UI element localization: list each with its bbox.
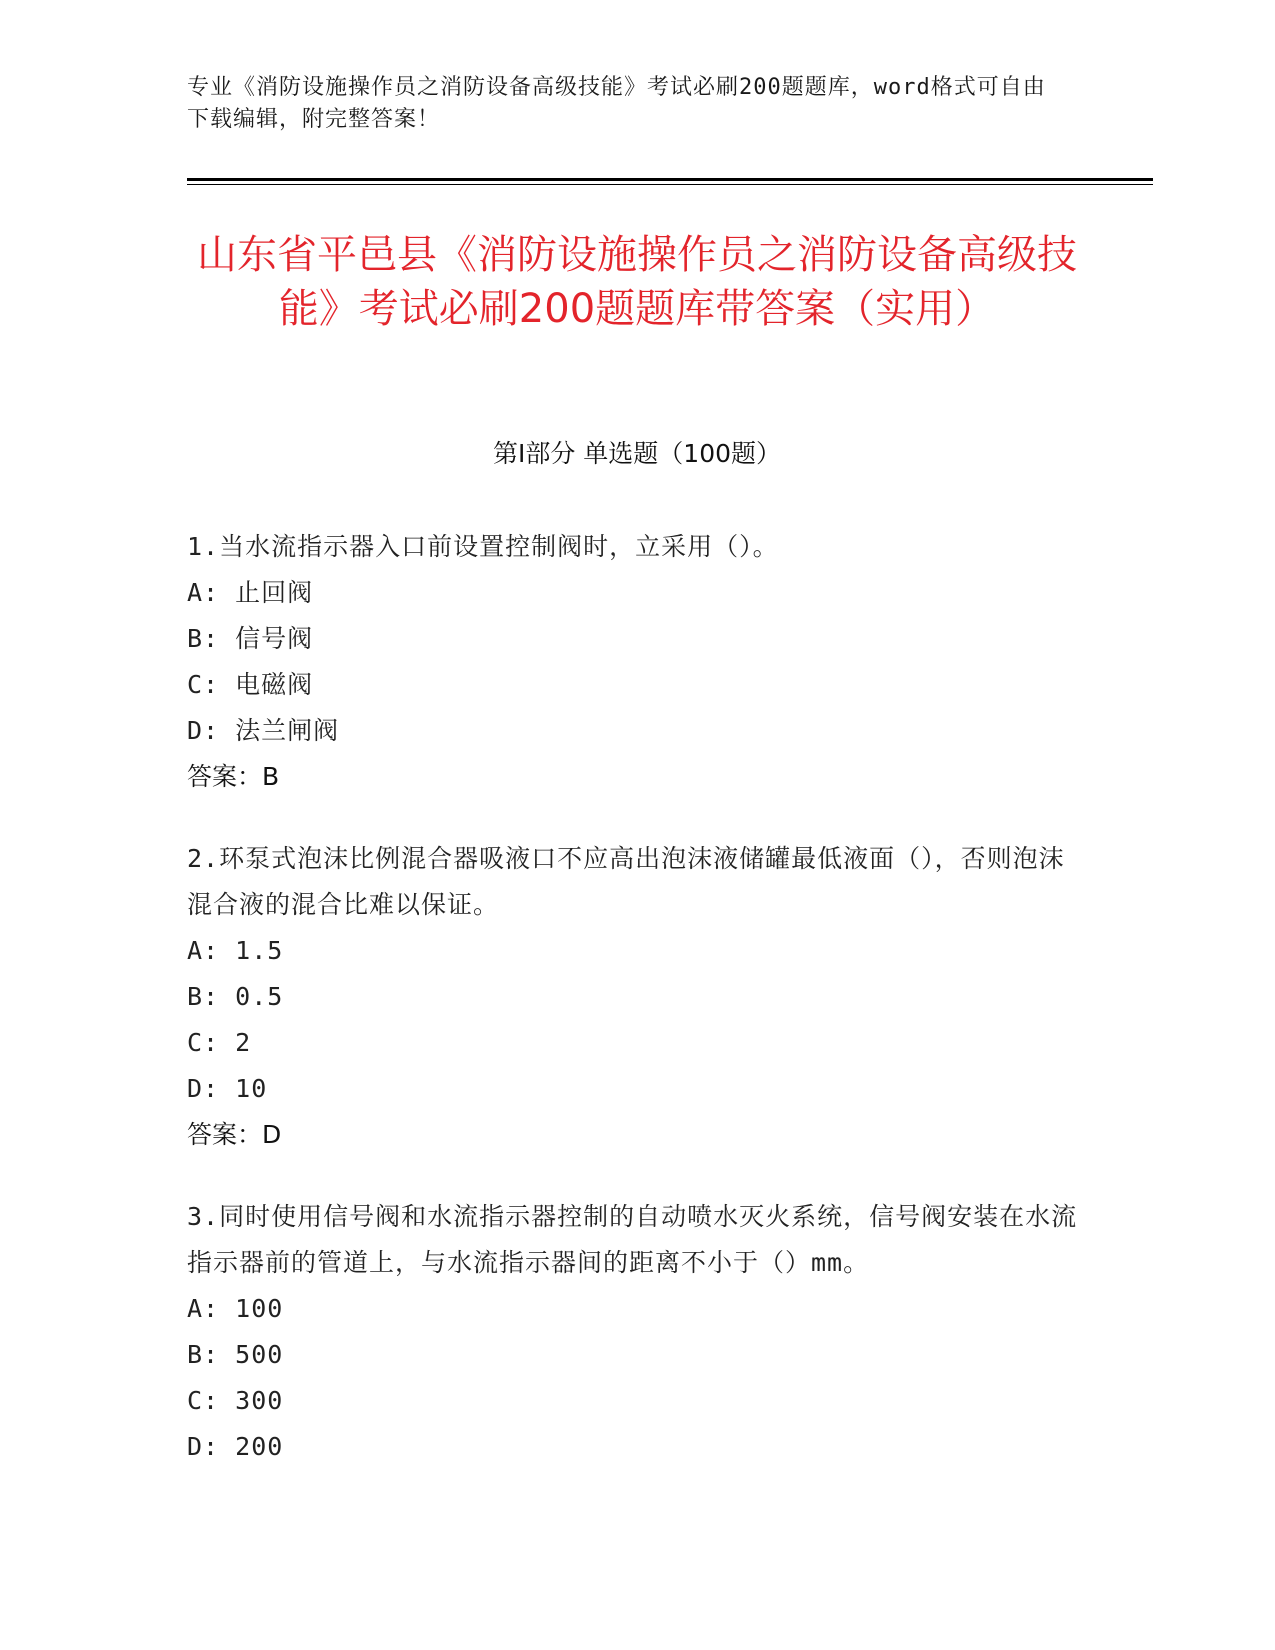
- document-title: 山东省平邑县《消防设施操作员之消防设备高级技能》考试必刷200题题库带答案（实用）: [197, 232, 1077, 332]
- option-a: A: 100: [187, 1294, 284, 1323]
- option-c: C: 2: [187, 1028, 252, 1057]
- option-b: B: 500: [187, 1340, 284, 1369]
- option-a: A: 1.5: [187, 936, 284, 965]
- header-note: 专业《消防设施操作员之消防设备高级技能》考试必刷200题题库，word格式可自由下载编辑，附完整答案！: [187, 75, 1046, 132]
- question-item: [187, 524, 1087, 800]
- option-b: B: 0.5: [187, 982, 284, 1011]
- question-text: 1.当水流指示器入口前设置控制阀时，立采用（）。: [187, 532, 779, 561]
- answer-text: 答案：D: [187, 1120, 282, 1149]
- option-d: D: 200: [187, 1432, 284, 1461]
- question-list: [187, 524, 1087, 1506]
- option-d: D: 法兰闸阀: [187, 716, 340, 745]
- option-c: C: 电磁阀: [187, 670, 314, 699]
- question-item: [187, 1194, 1087, 1470]
- question-item: [187, 836, 1087, 1158]
- header-divider-thick: [187, 178, 1153, 181]
- option-d: D: 10: [187, 1074, 268, 1103]
- option-b: B: 信号阀: [187, 624, 314, 653]
- answer-text: 答案：B: [187, 762, 280, 791]
- question-text: 2.环泵式泡沫比例混合器吸液口不应高出泡沫液储罐最低液面（），否则泡沫混合液的混合比难以保证。: [187, 844, 1065, 919]
- header-divider-thin: [187, 184, 1153, 185]
- section-title: 第Ⅰ部分 单选题（100题）: [492, 439, 782, 468]
- option-c: C: 300: [187, 1386, 284, 1415]
- option-a: A: 止回阀: [187, 578, 314, 607]
- question-text: 3.同时使用信号阀和水流指示器控制的自动喷水灭火系统，信号阀安装在水流指示器前的管道上，与水流指示器间的距离不小于（）mm。: [187, 1202, 1078, 1277]
